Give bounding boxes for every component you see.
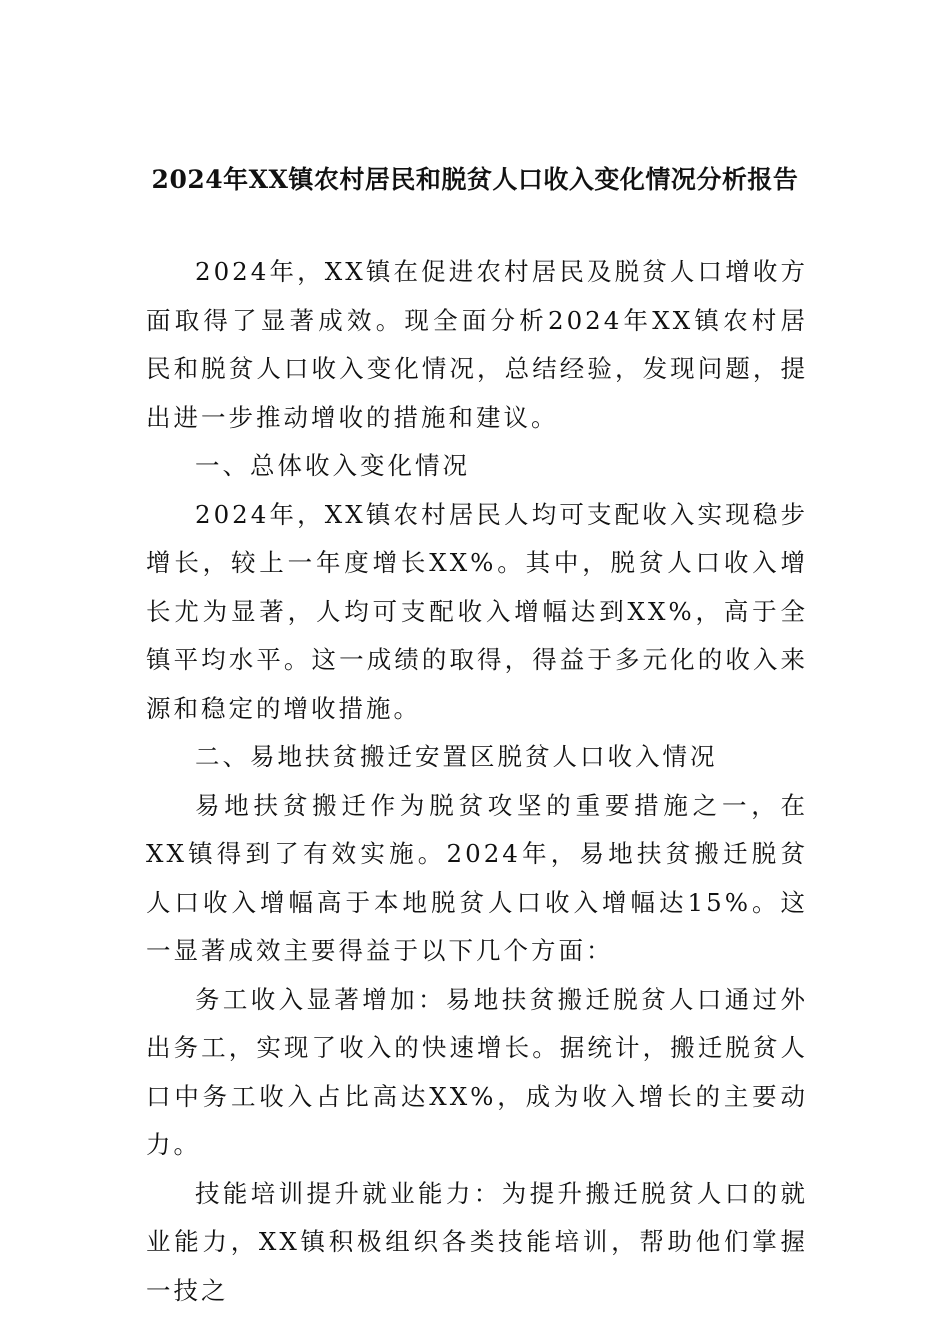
paragraph-overall-income: 2024年，XX镇农村居民人均可支配收入实现稳步增长，较上一年度增长XX%。其中，脱贫人口收入增长尤为显著，人均可支配收入增幅达到XX%，高于全镇平均水平。这一成绩的取得，得益于多元化的收入来源和稳定的增收措施。 <box>146 499 808 723</box>
paragraph-skills-training: 技能培训提升就业能力：为提升搬迁脱贫人口的就业能力，XX镇积极组织各类技能培训，帮助他们掌握一技之 <box>146 1178 808 1305</box>
section-heading-2: 二、易地扶贫搬迁安置区脱贫人口收入情况 <box>195 742 718 771</box>
paragraph-relocation: 易地扶贫搬迁作为脱贫攻坚的重要措施之一，在XX镇得到了有效实施。2024年，易地扶贫搬迁脱贫人口收入增幅高于本地脱贫人口收入增幅达15%。这一显著成效主要得益于以下几个方面： <box>146 790 808 965</box>
document-body <box>146 248 808 1315</box>
paragraph-intro: 2024年，XX镇在促进农村居民及脱贫人口增收方面取得了显著成效。现全面分析2024年XX镇农村居民和脱贫人口收入变化情况，总结经验，发现问题，提出进一步推动增收的措施和建议。 <box>146 257 808 432</box>
section-heading-1: 一、总体收入变化情况 <box>195 451 470 480</box>
paragraph-work-income: 务工收入显著增加：易地扶贫搬迁脱贫人口通过外出务工，实现了收入的快速增长。据统计，搬迁脱贫人口中务工收入占比高达XX%，成为收入增长的主要动力。 <box>146 984 808 1159</box>
document-title: 2024年XX镇农村居民和脱贫人口收入变化情况分析报告 <box>151 165 799 194</box>
